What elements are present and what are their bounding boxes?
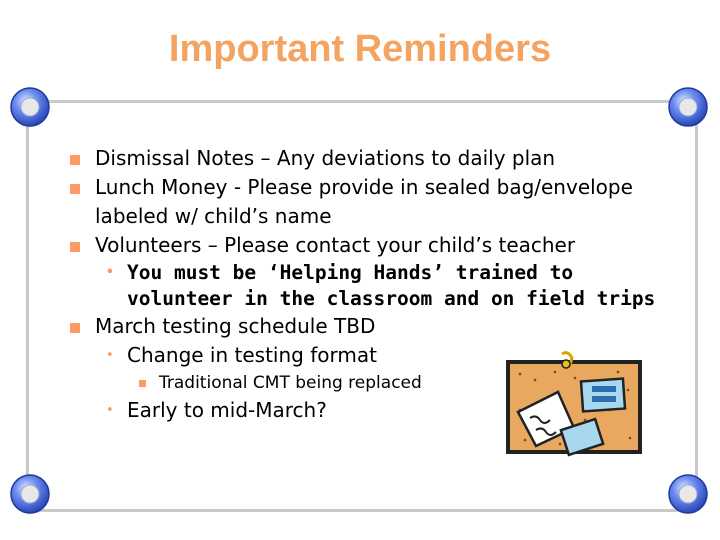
dot-bullet-icon: • [106,403,114,418]
square-bullet-icon [70,242,80,252]
dot-bullet-icon: • [106,265,114,280]
list-item [70,260,670,312]
square-bullet-icon [70,184,80,194]
list-item [70,231,670,260]
bullet-text: Early to mid-March? [127,398,327,422]
bullet-text: Lunch Money - Please provide in sealed bag/envelope labeled w/ child’s name [95,175,633,228]
list-item [70,173,670,231]
list-item [70,144,670,173]
bullet-text: Change in testing format [127,343,377,367]
bulletin-board-clipart [500,350,650,458]
slide-title: Important Reminders [168,28,552,70]
bullet-text: Volunteers – Please contact your child’s teacher [95,233,576,257]
dot-bullet-icon: • [106,348,114,363]
bullet-text: Dismissal Notes – Any deviations to daily plan [95,146,556,170]
binder-ring-icon [669,88,707,126]
bullet-text: Traditional CMT being replaced [159,373,422,393]
square-bullet-icon [70,155,80,165]
bullet-text: March testing schedule TBD [95,314,376,338]
list-item [70,312,670,341]
square-bullet-icon [70,323,80,333]
square-bullet-icon [139,380,146,387]
binder-ring-icon [669,475,707,513]
bullet-text: You must be ‘Helping Hands’ trained to volunteer in the classroom and on field trips [127,261,656,310]
binder-ring-icon [11,88,49,126]
binder-ring-icon [11,475,49,513]
